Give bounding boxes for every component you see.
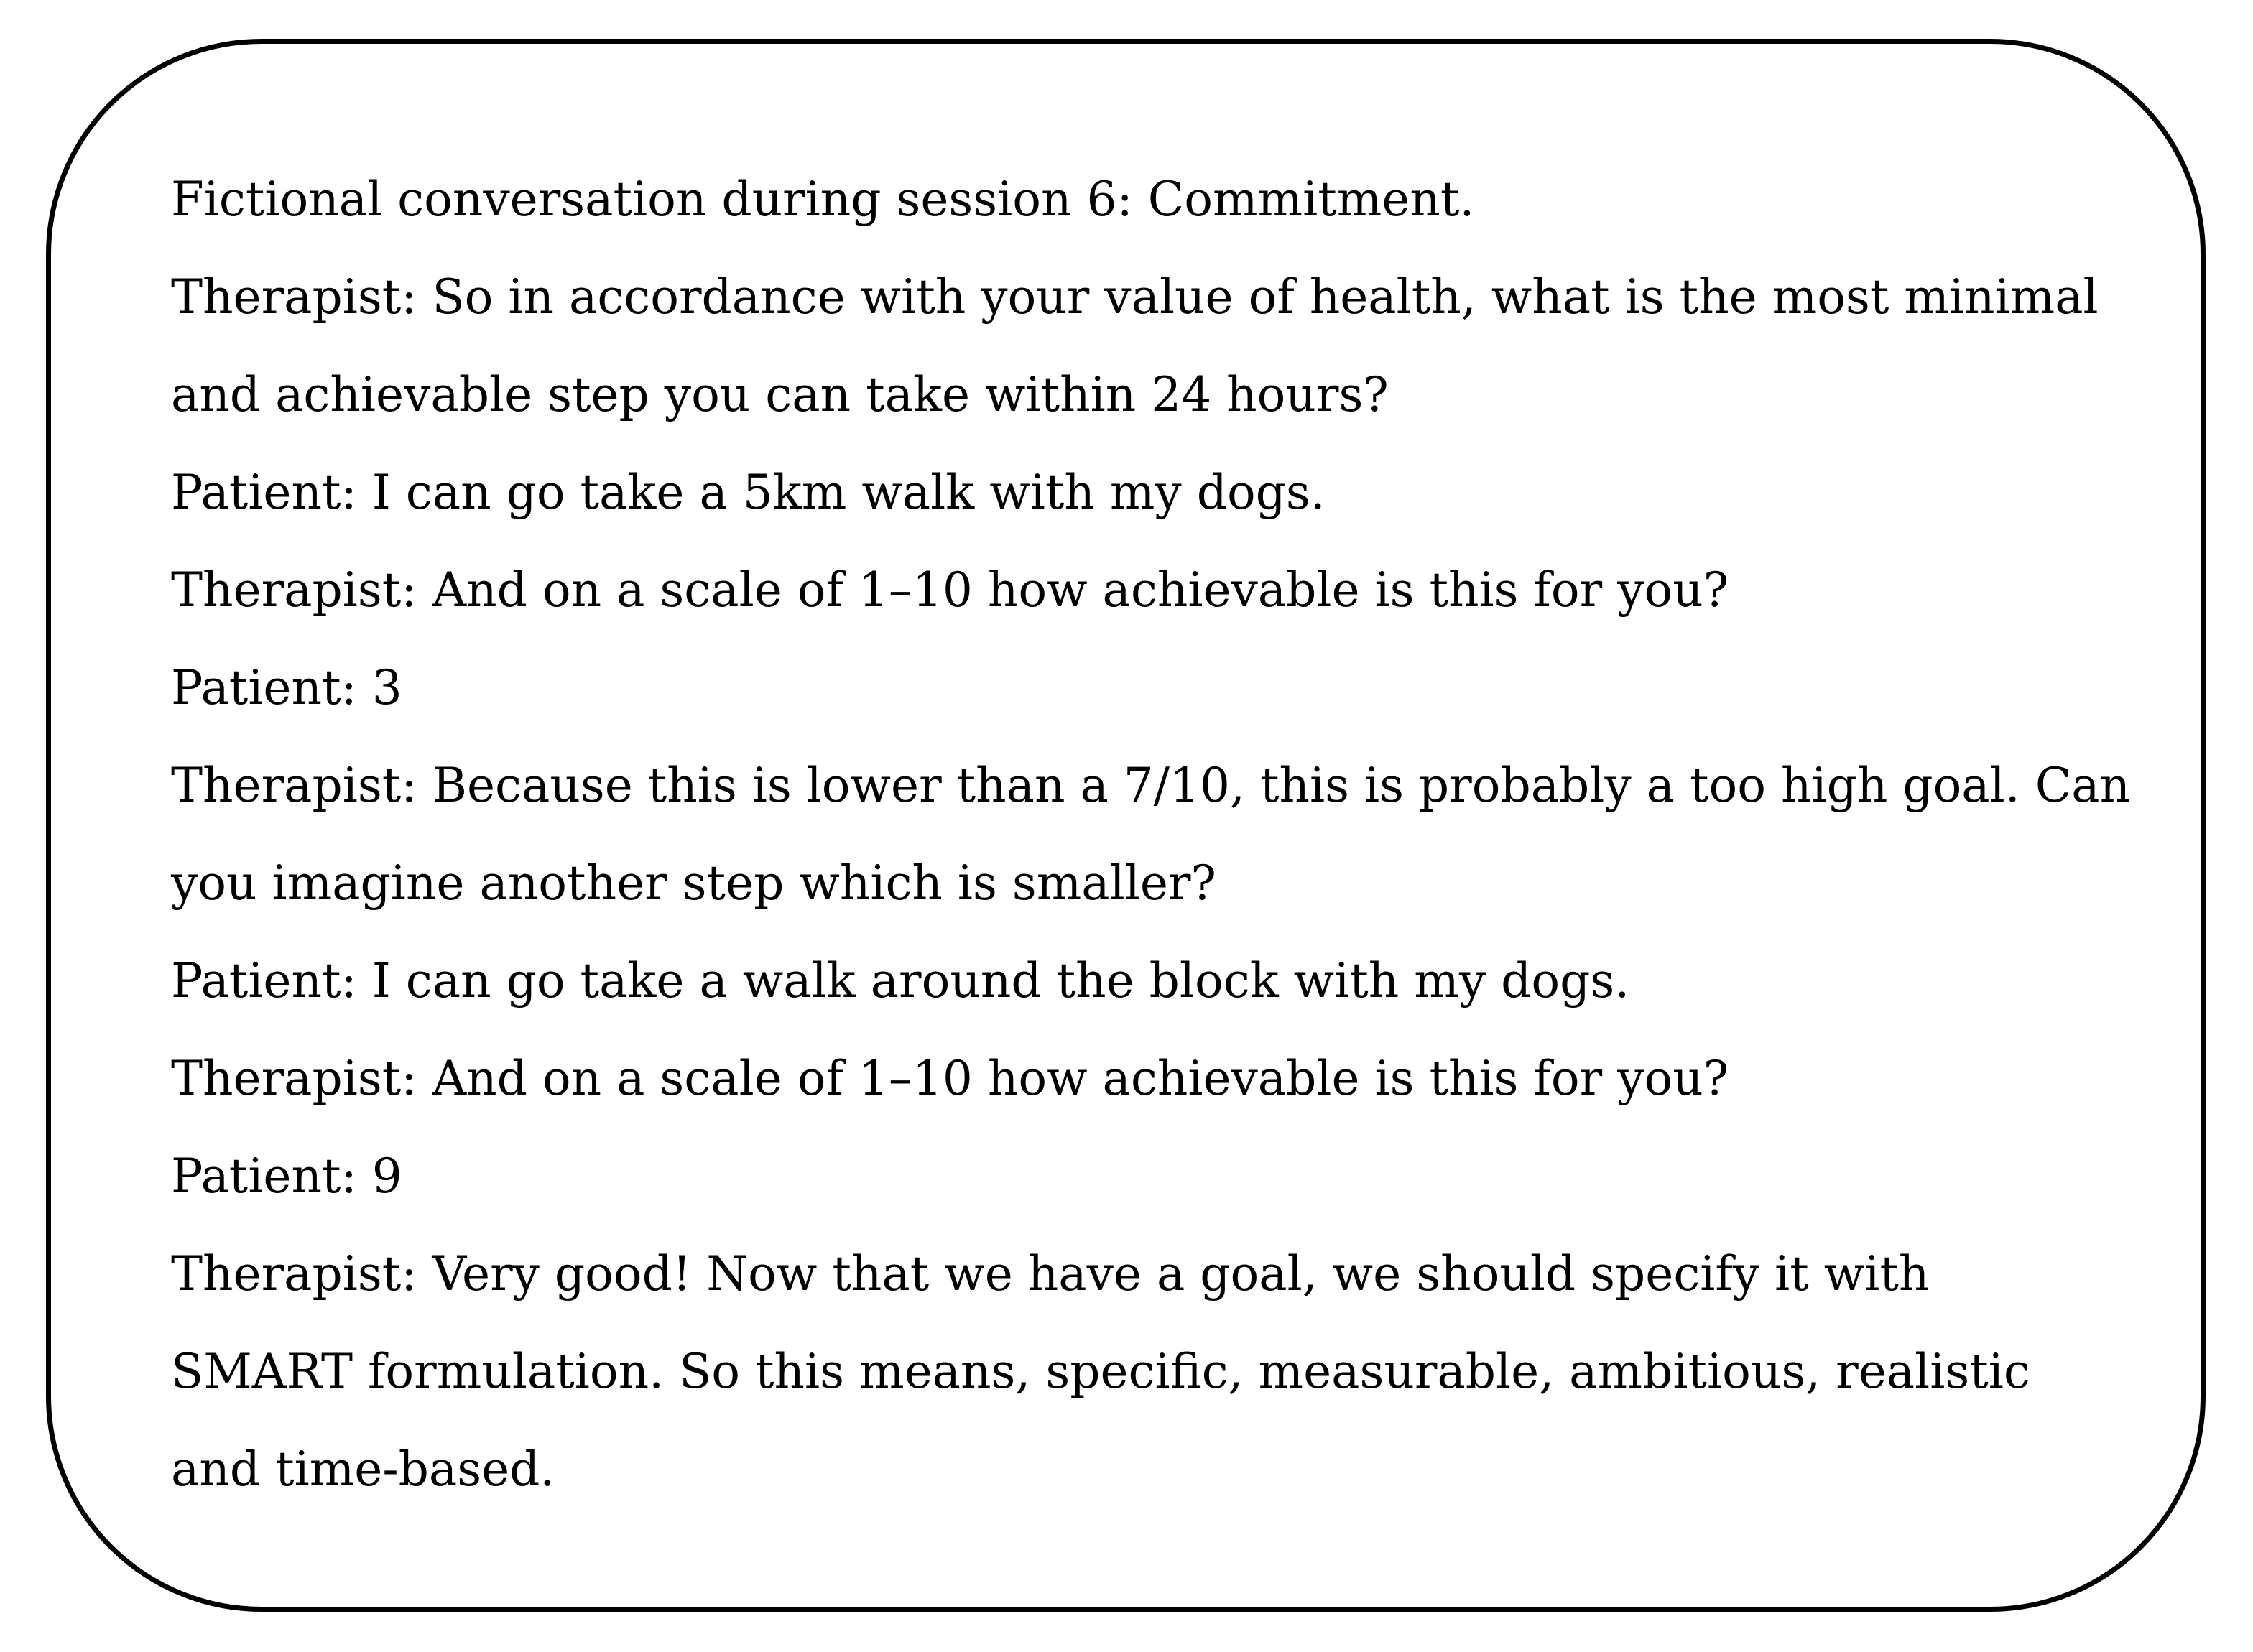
conversation-text bbox=[171, 151, 2154, 1518]
conversation-line: SMART formulation. So this means, specific, measurable, ambitious, realistic bbox=[171, 1344, 2030, 1399]
conversation-line: Therapist: So in accordance with your value of health, what is the most minimal bbox=[171, 269, 2099, 325]
conversation-line: Patient: 9 bbox=[171, 1148, 402, 1204]
conversation-line: and achievable step you can take within 24 hours? bbox=[171, 367, 1389, 422]
conversation-line: Therapist: Very good! Now that we have a goal, we should specify it with bbox=[171, 1246, 1930, 1301]
conversation-line: and time-based. bbox=[171, 1442, 555, 1497]
conversation-line: Therapist: Because this is lower than a 7/10, this is probably a too high goal. Can bbox=[171, 758, 2131, 813]
conversation-line: you imagine another step which is smaller? bbox=[171, 855, 1216, 911]
conversation-title: Fictional conversation during session 6: Commitment. bbox=[171, 172, 1475, 227]
conversation-line: Patient: I can go take a 5km walk with my dogs. bbox=[171, 465, 1326, 520]
conversation-line: Therapist: And on a scale of 1–10 how achievable is this for you? bbox=[171, 1051, 1729, 1106]
conversation-line: Patient: 3 bbox=[171, 660, 402, 715]
conversation-line: Patient: I can go take a walk around the block with my dogs. bbox=[171, 953, 1630, 1008]
conversation-line: Therapist: And on a scale of 1–10 how achievable is this for you? bbox=[171, 562, 1729, 618]
